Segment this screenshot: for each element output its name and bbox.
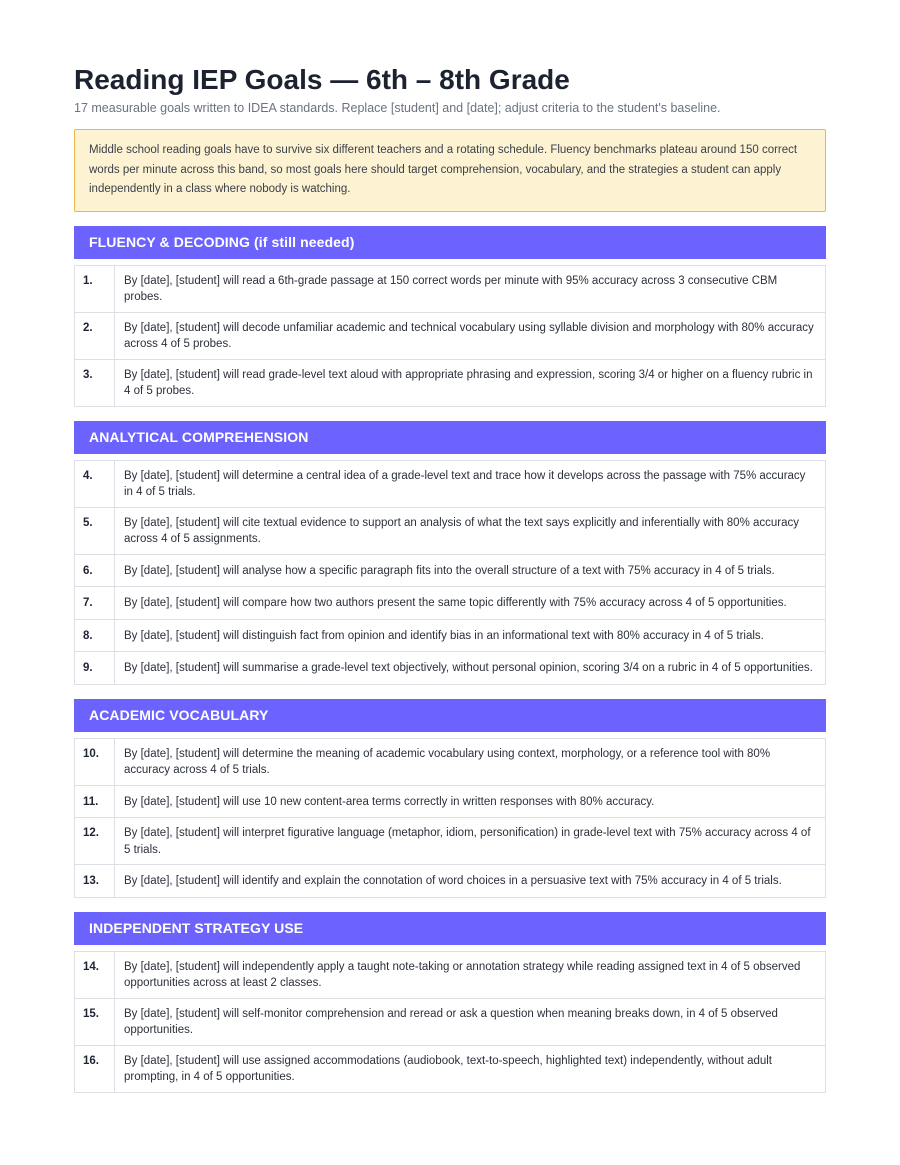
goal-text: By [date], [student] will decode unfamiliar academic and technical vocabulary using syllable division and morphology with 80% accuracy across 4 of 5 probes. bbox=[124, 321, 814, 350]
goal-text: By [date], [student] will determine a central idea of a grade-level text and trace how it develops across the passage with 75% accuracy in 4 of 5 trials. bbox=[124, 469, 806, 498]
goal-text: By [date], [student] will identify and explain the connotation of word choices in a persuasive text with 75% accuracy in 4 of 5 trials. bbox=[124, 875, 782, 887]
goal-text: By [date], [student] will compare how two authors present the same topic differently with 75% accuracy across 4 of 5 opportunities. bbox=[124, 597, 787, 609]
goal-number: 14. bbox=[75, 952, 115, 998]
table-row bbox=[75, 786, 825, 819]
section-header: ACADEMIC VOCABULARY bbox=[74, 699, 826, 732]
goal-number: 13. bbox=[75, 865, 115, 897]
goal-text: By [date], [student] will distinguish fact from opinion and identify bias in an informational text with 80% accuracy in 4 of 5 trials. bbox=[124, 629, 764, 642]
intro-note: Middle school reading goals have to survive six different teachers and a rotating schedule. Fluency benchmarks plateau around 150 correct words per minute across this band, so most goals here should target comprehension, vocabulary, and the strategies a student can apply independently in a class where nobody is watching. bbox=[74, 129, 826, 212]
goal-text: By [date], [student] will independently apply a taught note-taking or annotation strategy while reading assigned text in 4 of 5 observed opportunities across at least 2 classes. bbox=[124, 960, 801, 989]
page-subtitle: 17 measurable goals written to IDEA standards. Replace [student] and [date]; adjust criteria to the student's baseline. bbox=[74, 101, 721, 115]
goal-text: By [date], [student] will determine the meaning of academic vocabulary using context, morphology, or a reference tool with 80% accuracy across 4 of 5 trials. bbox=[124, 747, 771, 776]
table-row bbox=[75, 266, 825, 313]
goal-number: 4. bbox=[75, 461, 115, 507]
table-row bbox=[75, 865, 825, 898]
table-row bbox=[75, 1046, 825, 1093]
goal-text: By [date], [student] will read a 6th-grade passage at 150 correct words per minute with 95% accuracy across 3 consecutive CBM probes. bbox=[124, 274, 778, 303]
goal-text: By [date], [student] will self-monitor comprehension and reread or ask a question when meaning breaks down, in 4 of 5 observed opportunities. bbox=[124, 1007, 778, 1036]
page-title: Reading IEP Goals — 6th – 8th Grade bbox=[74, 64, 570, 95]
goal-number: 1. bbox=[75, 266, 115, 312]
section-header: ANALYTICAL COMPREHENSION bbox=[74, 421, 826, 454]
goal-number: 5. bbox=[75, 508, 115, 554]
goal-number: 10. bbox=[75, 739, 115, 785]
goal-table bbox=[74, 265, 826, 407]
goal-sections bbox=[74, 226, 826, 1093]
goal-section bbox=[74, 912, 826, 1093]
goal-number: 8. bbox=[75, 620, 115, 652]
section-header: INDEPENDENT STRATEGY USE bbox=[74, 912, 826, 945]
table-row bbox=[75, 360, 825, 407]
goal-text: By [date], [student] will cite textual evidence to support an analysis of what the text says explicitly and inferentially with 80% accuracy across 4 of 5 assignments. bbox=[124, 516, 800, 545]
document-page bbox=[74, 0, 826, 1093]
table-row bbox=[75, 818, 825, 865]
goal-table bbox=[74, 460, 826, 685]
section-header: FLUENCY & DECODING (if still needed) bbox=[74, 226, 826, 259]
table-row bbox=[75, 313, 825, 360]
goal-table bbox=[74, 738, 826, 898]
goal-section bbox=[74, 226, 826, 407]
goal-text: By [date], [student] will summarise a grade-level text objectively, without personal opinion, scoring 3/4 on a rubric in 4 of 5 opportunities. bbox=[124, 662, 813, 674]
table-row bbox=[75, 555, 825, 588]
goal-number: 16. bbox=[75, 1046, 115, 1092]
table-row bbox=[75, 739, 825, 786]
table-row bbox=[75, 508, 825, 555]
goal-text: By [date], [student] will analyse how a specific paragraph fits into the overall structure of a text with 75% accuracy in 4 of 5 trials. bbox=[124, 564, 775, 577]
goal-text: By [date], [student] will use assigned accommodations (audiobook, text-to-speech, highlighted text) independently, without adult prompting, in 4 of 5 opportunities. bbox=[124, 1054, 773, 1083]
goal-number: 9. bbox=[75, 652, 115, 684]
goal-number: 15. bbox=[75, 999, 115, 1045]
goal-number: 7. bbox=[75, 587, 115, 619]
table-row bbox=[75, 952, 825, 999]
goal-text: By [date], [student] will use 10 new content-area terms correctly in written responses with 80% accuracy. bbox=[124, 795, 655, 808]
table-row bbox=[75, 999, 825, 1046]
table-row bbox=[75, 652, 825, 685]
goal-section bbox=[74, 699, 826, 898]
table-row bbox=[75, 461, 825, 508]
goal-table bbox=[74, 951, 826, 1093]
table-row bbox=[75, 587, 825, 620]
goal-section bbox=[74, 421, 826, 685]
goal-number: 12. bbox=[75, 818, 115, 864]
goal-number: 3. bbox=[75, 360, 115, 406]
goal-number: 6. bbox=[75, 555, 115, 587]
goal-text: By [date], [student] will read grade-level text aloud with appropriate phrasing and expression, scoring 3/4 or higher on a fluency rubric in 4 of 5 probes. bbox=[124, 368, 813, 397]
goal-number: 2. bbox=[75, 313, 115, 359]
goal-number: 11. bbox=[75, 786, 115, 818]
table-row bbox=[75, 620, 825, 653]
goal-text: By [date], [student] will interpret figurative language (metaphor, idiom, personification) in grade-level text with 75% accuracy across 4 of 5 trials. bbox=[124, 827, 811, 856]
